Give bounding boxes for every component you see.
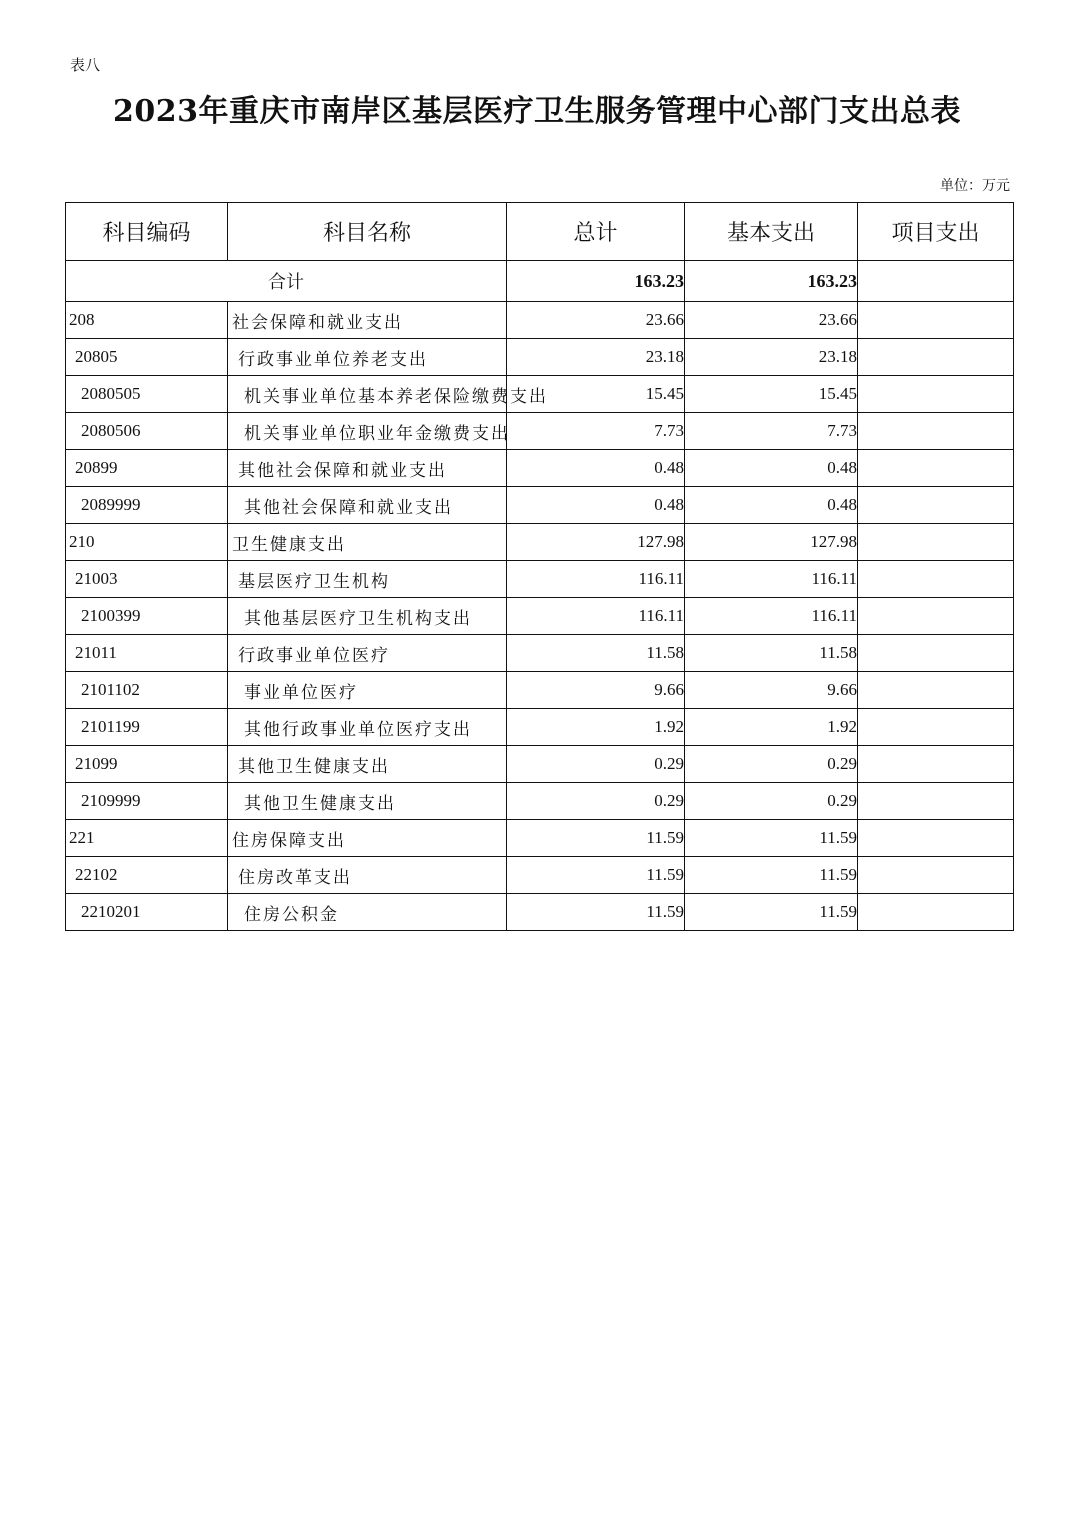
row-project [858, 709, 1014, 746]
row-basic: 7.73 [685, 413, 858, 450]
table-row [66, 450, 1014, 487]
row-name: 其他基层医疗卫生机构支出 [228, 598, 507, 635]
row-code: 2210201 [66, 894, 228, 931]
row-basic: 11.59 [685, 894, 858, 931]
row-basic: 11.58 [685, 635, 858, 672]
row-basic: 11.59 [685, 857, 858, 894]
row-project [858, 635, 1014, 672]
table-row [66, 894, 1014, 931]
total-basic: 163.23 [685, 261, 858, 302]
row-code: 20899 [66, 450, 228, 487]
header-code: 科目编码 [66, 203, 228, 261]
row-project [858, 857, 1014, 894]
row-code: 2100399 [66, 598, 228, 635]
row-total: 127.98 [507, 524, 685, 561]
row-code: 21003 [66, 561, 228, 598]
row-total: 15.45 [507, 376, 685, 413]
row-basic: 0.48 [685, 487, 858, 524]
total-project [858, 261, 1014, 302]
row-total: 0.29 [507, 746, 685, 783]
row-name: 机关事业单位基本养老保险缴费支出 [228, 376, 507, 413]
row-project [858, 413, 1014, 450]
row-total: 0.48 [507, 487, 685, 524]
table-row [66, 524, 1014, 561]
header-basic: 基本支出 [685, 203, 858, 261]
row-basic: 1.92 [685, 709, 858, 746]
table-row [66, 302, 1014, 339]
header-total: 总计 [507, 203, 685, 261]
row-code: 2101199 [66, 709, 228, 746]
row-project [858, 561, 1014, 598]
row-basic: 11.59 [685, 820, 858, 857]
row-basic: 23.66 [685, 302, 858, 339]
row-project [858, 524, 1014, 561]
row-name: 行政事业单位医疗 [228, 635, 507, 672]
row-basic: 127.98 [685, 524, 858, 561]
total-label: 合计 [66, 261, 507, 302]
row-basic: 116.11 [685, 598, 858, 635]
table-number-label: 表八 [70, 56, 101, 74]
row-name: 住房公积金 [228, 894, 507, 931]
row-code: 2080505 [66, 376, 228, 413]
row-name: 住房保障支出 [228, 820, 507, 857]
row-code: 21011 [66, 635, 228, 672]
table-row [66, 746, 1014, 783]
row-project [858, 450, 1014, 487]
row-basic: 15.45 [685, 376, 858, 413]
row-total: 116.11 [507, 598, 685, 635]
table-row [66, 635, 1014, 672]
table-row [66, 783, 1014, 820]
row-code: 22102 [66, 857, 228, 894]
table-row [66, 672, 1014, 709]
row-name: 机关事业单位职业年金缴费支出 [228, 413, 507, 450]
row-name: 卫生健康支出 [228, 524, 507, 561]
row-total: 116.11 [507, 561, 685, 598]
table-row [66, 561, 1014, 598]
row-code: 2080506 [66, 413, 228, 450]
row-name: 社会保障和就业支出 [228, 302, 507, 339]
table-row [66, 413, 1014, 450]
row-name: 其他社会保障和就业支出 [228, 450, 507, 487]
row-code: 210 [66, 524, 228, 561]
row-name: 其他社会保障和就业支出 [228, 487, 507, 524]
row-basic: 0.29 [685, 783, 858, 820]
row-total: 7.73 [507, 413, 685, 450]
row-code: 21099 [66, 746, 228, 783]
row-name: 其他卫生健康支出 [228, 746, 507, 783]
row-total: 11.59 [507, 820, 685, 857]
row-name: 其他卫生健康支出 [228, 783, 507, 820]
row-basic: 0.29 [685, 746, 858, 783]
unit-label: 单位：万元 [940, 178, 1010, 194]
row-basic: 116.11 [685, 561, 858, 598]
row-project [858, 598, 1014, 635]
total-total: 163.23 [507, 261, 685, 302]
row-code: 221 [66, 820, 228, 857]
table-header-row [66, 203, 1014, 261]
row-project [858, 302, 1014, 339]
row-project [858, 820, 1014, 857]
row-project [858, 783, 1014, 820]
row-name: 基层医疗卫生机构 [228, 561, 507, 598]
row-name: 行政事业单位养老支出 [228, 339, 507, 376]
table-row [66, 820, 1014, 857]
row-basic: 23.18 [685, 339, 858, 376]
row-total: 1.92 [507, 709, 685, 746]
total-row [66, 261, 1014, 302]
row-project [858, 339, 1014, 376]
table-row [66, 709, 1014, 746]
row-project [858, 672, 1014, 709]
expenditure-table [65, 202, 1014, 931]
row-total: 0.48 [507, 450, 685, 487]
row-total: 11.58 [507, 635, 685, 672]
row-project [858, 746, 1014, 783]
row-name: 事业单位医疗 [228, 672, 507, 709]
row-total: 9.66 [507, 672, 685, 709]
row-name: 住房改革支出 [228, 857, 507, 894]
row-total: 11.59 [507, 894, 685, 931]
row-name: 其他行政事业单位医疗支出 [228, 709, 507, 746]
row-code: 2109999 [66, 783, 228, 820]
row-code: 208 [66, 302, 228, 339]
table-row [66, 376, 1014, 413]
row-basic: 9.66 [685, 672, 858, 709]
row-code: 2089999 [66, 487, 228, 524]
table-row [66, 487, 1014, 524]
row-total: 23.18 [507, 339, 685, 376]
row-project [858, 487, 1014, 524]
table-row [66, 857, 1014, 894]
row-code: 20805 [66, 339, 228, 376]
table-row [66, 598, 1014, 635]
header-name: 科目名称 [228, 203, 507, 261]
row-total: 0.29 [507, 783, 685, 820]
row-basic: 0.48 [685, 450, 858, 487]
table-row [66, 339, 1014, 376]
row-code: 2101102 [66, 672, 228, 709]
row-project [858, 894, 1014, 931]
row-total: 11.59 [507, 857, 685, 894]
page-title: 2023年重庆市南岸区基层医疗卫生服务管理中心部门支出总表 [113, 94, 961, 129]
header-project: 项目支出 [858, 203, 1014, 261]
row-total: 23.66 [507, 302, 685, 339]
row-project [858, 376, 1014, 413]
